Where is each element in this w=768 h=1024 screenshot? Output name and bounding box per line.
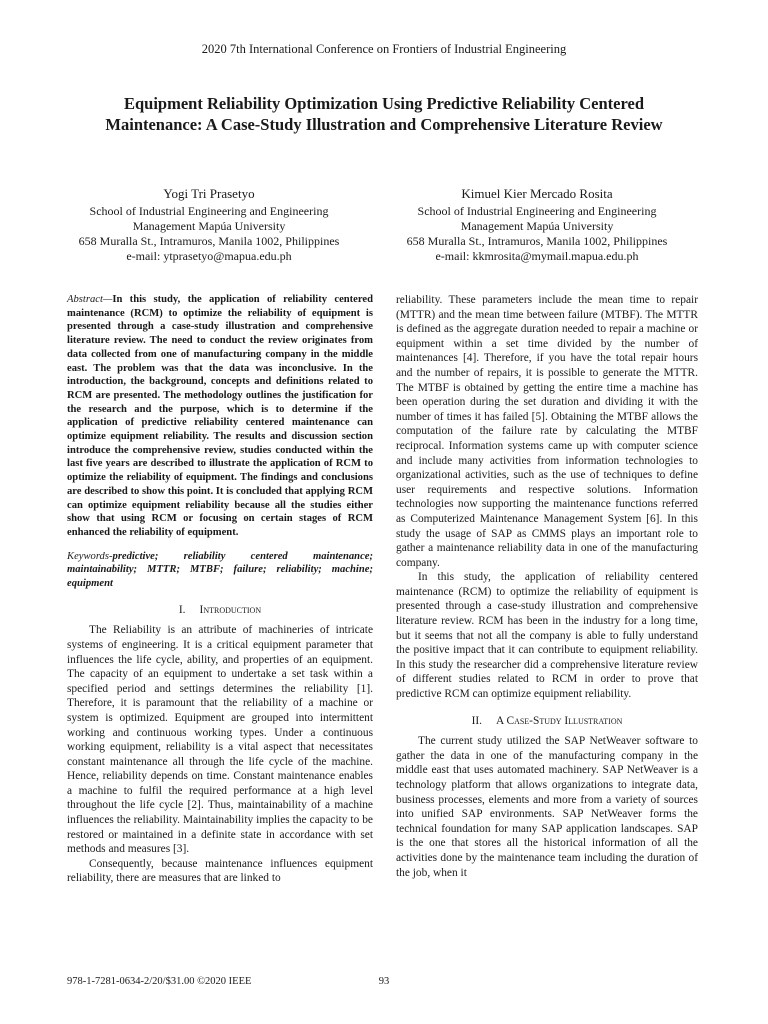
intro-paragraph-1: The Reliability is an attribute of machineries of intricate systems of engineering. It is a critical equipment parameter that influences the life cycle, ability, and properties of an equipment. The capacity of an equipment to undertake a set task within a specified period and settings determines the reliability [1]. Therefore, it is paramount that the reliability of a machine or system is optimized. Equipment are grouped into intermittent working and continuous working types. Under a continuous working equipment, reliability is a vital aspect that necessitates constant maintenance all through the life cycle of the machine. Hence, reliability depends on time. Constant maintenance enables a machine to fulfil the required performance at a high level throughout the life cycle [2]. Thus, maintainability of a machine influences the reliability. Maintainability implies the capacity to be restored or maintained in a definite state in accordance with set methods and measures [3]. <box>67 624 373 856</box>
author-address: 658 Muralla St., Intramuros, Manila 1002, Philippines <box>78 234 340 248</box>
section-heading-case-study <box>396 714 698 729</box>
section-heading-introduction <box>67 603 373 618</box>
footer-isbn: 978-1-7281-0634-2/20/$31.00 ©2020 IEEE <box>67 976 252 987</box>
keywords <box>67 550 373 591</box>
conference-header: 2020 7th International Conference on Frontiers of Industrial Engineering <box>201 42 567 56</box>
author-affiliation: Management Mapúa University <box>460 219 614 233</box>
keywords-label: Keywords- <box>67 550 113 562</box>
right-column <box>396 293 698 880</box>
section-number: I. <box>178 603 186 616</box>
author-email[interactable]: e-mail: kkmrosita@mymail.mapua.edu.ph <box>435 249 639 263</box>
author-name: Kimuel Kier Mercado Rosita <box>461 186 613 201</box>
intro-paragraph-2: Consequently, because maintenance influences equipment reliability, there are measures that are linked to <box>67 857 373 885</box>
author-block-2 <box>372 186 702 264</box>
left-column <box>67 293 373 886</box>
section-title: Introduction <box>199 603 262 616</box>
page-number: 93 <box>378 976 390 987</box>
keywords-text: predictive; reliability centered maintenance; maintainability; MTTR; MTBF; failure; reliability; machine; equipment <box>67 550 373 590</box>
author-affiliation: School of Industrial Engineering and Engineering <box>89 204 329 218</box>
author-address: 658 Muralla St., Intramuros, Manila 1002, Philippines <box>406 234 668 248</box>
case-study-paragraph: The current study utilized the SAP NetWeaver software to gather the data in one of the manufacturing company in the middle east that uses automated machinery. SAP NetWeaver is a technology platform that allows organizations to integrate data, business processes, elements and more from a variety of sources into unified SAP environments. SAP NetWeaver forms the technical foundation for many SAP application landscapes. SAP is the one that stores all the historical information of all the activities done by the maintenance team including the duration of the job, when it <box>396 735 698 879</box>
paper-title <box>60 93 708 135</box>
section-title: A Case-Study Illustration <box>496 714 623 727</box>
section-number: II. <box>471 714 483 727</box>
title-line-2: Maintenance: A Case-Study Illustration and Comprehensive Literature Review <box>105 115 663 134</box>
body-paragraph-continued: reliability. These parameters include the mean time to repair (MTTR) and the mean time between failure (MTBF). The MTTR is defined as the aggregate duration needed to repair a machine or equipment within a set time divided by the number of maintenances [4]. Therefore, if you have the total repair hours and the number of repairs, it is possible to generate the MTTR. The MTBF is obtained by getting the entire time a machine has been operation during the set duration and dividing it with the number of times it has failed [5]. Obtaining the MTBF allows the computation of the failure rate by calculating the MTBF reciprocal. Information systems came up with computer science and include many activities from information technologies to organizational activities, such as the use of techniques to define user requirements and respective solutions. Information technologies now supporting the maintenance functions referred as Computerized Maintenance Management System [6]. In this study the usage of SAP as CMMS plays an important role to gather a maintenance reliability data in one of the manufacturing company. <box>396 294 698 569</box>
title-line-1: Equipment Reliability Optimization Using Predictive Reliability Centered <box>123 94 645 113</box>
author-block-1 <box>44 186 374 264</box>
author-email[interactable]: e-mail: ytprasetyo@mapua.edu.ph <box>126 249 292 263</box>
abstract-text: In this study, the application of reliability centered maintenance (RCM) to optimize the reliability of equipment is presented through a case-study illustration and comprehensive literature review. The need to conduct the review originates from data collected from one of manufacturing company in the middle east. The problem was that the data was inconclusive. In the introduction, the background, concepts and definitions related to RCM are presented. The methodology outlines the justification for the research and the purpose, which is to determine if the application of predictive reliability centered maintenance can optimize equipment reliability. The results and discussion section introduce the comprehensive review, studies conducted within the last five years are described to illustrate the application of RCM to optimize the reliability of equipment. The findings and conclusions are described to show this point. It is concluded that applying RCM can optimize equipment reliability because all the studies either show that using RCM or focusing on certain stages of RCM enhanced the reliability of equipment. <box>67 294 373 538</box>
abstract-label: Abstract— <box>67 294 113 305</box>
body-paragraph: In this study, the application of reliability centered maintenance (RCM) to optimize the reliability of equipment is presented through a case-study illustration and comprehensive literature review. RCM has been in the industry for a long time, but it seems that not all the company is able to fully understand the positive impact that it can contribute to equipment reliability. In this study the researcher did a comprehensive literature review of different studies related to RCM in order to prove that predictive RCM can optimize equipment reliability. <box>396 571 698 701</box>
author-affiliation: School of Industrial Engineering and Engineering <box>417 204 657 218</box>
author-affiliation: Management Mapúa University <box>132 219 286 233</box>
abstract <box>67 293 373 540</box>
author-name: Yogi Tri Prasetyo <box>163 186 255 201</box>
